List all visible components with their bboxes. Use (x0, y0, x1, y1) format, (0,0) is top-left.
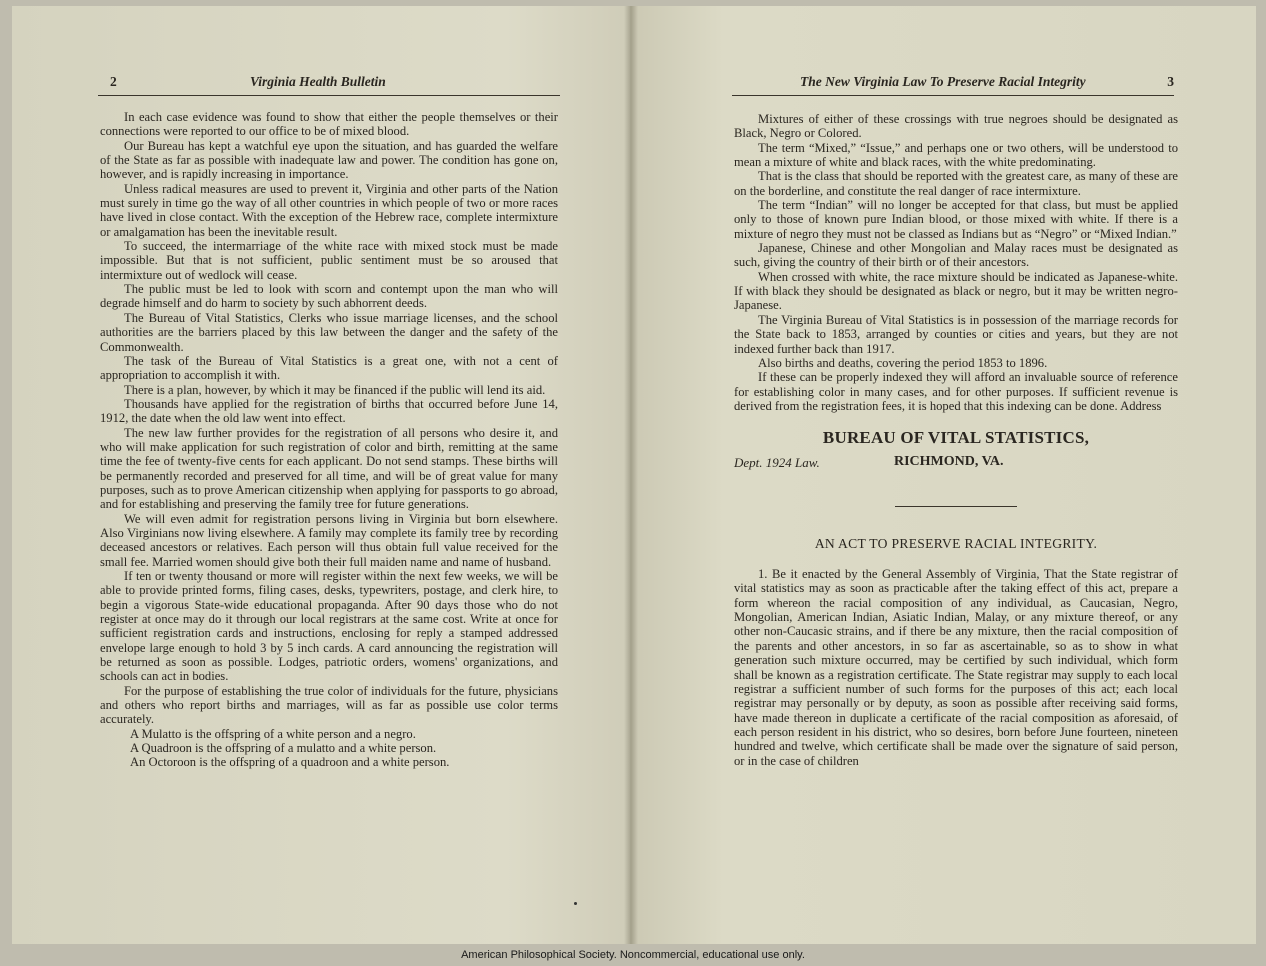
printer-dot (574, 902, 577, 905)
act-title: AN ACT TO PRESERVE RACIAL INTEGRITY. (814, 535, 1098, 551)
paragraph: Mixtures of either of these crossings with true negroes should be designated as Black, Negro or Colored. (734, 112, 1178, 141)
paragraph: For the purpose of establishing the true color of individuals for the future, physicians and others who report births and marriages, will as far as possible use color terms accurately. (100, 683, 558, 727)
running-title: Virginia Health Bulletin (250, 74, 386, 89)
left-page (12, 6, 630, 944)
running-head-right (732, 74, 1174, 96)
act-section-1: 1. Be it enacted by the General Assembly of Virginia, That the State registrar of vital statistics may as soon as practicable after the taking effect of this act, prepare a form whereon the racial composition of any individual, as Caucasian, Negro, Mongolian, American Indian, Asiatic Indian, Malay, or any mixture thereof, or any other non-Caucasic strains, and if there be any mixture, then the racial composition of the parents and other ancestors, in so far as ascertainable, so as to show in what generation such mixture occurred, may be certified by such individual, which form shall be known as a registration certificate. The State registrar may supply to each local registrar a sufficient number of such forms for the purposes of this act; each local registrar may personally or by deputy, as soon as possible after receiving said forms, have made thereon in duplicate a certificate of the racial composition as aforesaid, of each person resident in his district, who so desires, born before June fourteen, nineteen hundred and twelve, which certificate shall be made over the signature of said person, or in the case of children (734, 567, 1178, 768)
page-number: 2 (110, 74, 117, 89)
paragraph: The term “Mixed,” “Issue,” and perhaps one or two others, will be understood to mean a mixture of white and black races, with the white predominating. (734, 140, 1178, 170)
paragraph: If these can be properly indexed they will afford an invaluable source of reference for establishing color in many cases, and for other purposes. If sufficient revenue is derived from the registration fees, it is hoped that this indexing can be done. Address (734, 370, 1178, 413)
paragraph: Unless radical measures are used to prevent it, Virginia and other parts of the Nation must surely in time go the way of all other countries in which people of two or more races have lived in close contact. With the exception of the Hebrew race, complete intermixture or amalgamation has been the inevitable result. (100, 181, 558, 239)
document-spread (12, 6, 1256, 944)
paragraph: The Bureau of Vital Statistics, Clerks who issue marriage licenses, and the school authorities are the barriers placed by this law between the danger and the safety of the Commonwealth. (100, 310, 558, 354)
paragraph: Our Bureau has kept a watchful eye upon the situation, and has guarded the welfare of the State as far as possible with inadequate law and power. The condition has gone on, however, and is rapidly increasing in importance. (100, 138, 558, 182)
paragraph: The Virginia Bureau of Vital Statistics is in possession of the marriage records for the State back to 1853, arranged by counties or cities and years, but they are not indexed further back than 1917. (734, 312, 1178, 356)
paragraph: If ten or twenty thousand or more will register within the next few weeks, we will be able to provide printed forms, filing cases, desks, typewriters, postage, and clerk hire, to begin a vigorous State-wide educational propaganda. After 90 days those who do not register at once may do it through our local registrars at the same cost. Write at once for sufficient registration cards and instructions, enclosing for reply a stamped addressed envelope large enough to hold 3 by 5 inch cards. A card announcing the registration will be returned as soon as possible. Lodges, patriotic orders, womens' organizations, and schools can act in bodies. (100, 569, 558, 684)
paragraph: That is the class that should be reported with the greatest care, as many of these are on the borderline, and constitute the real danger of race intermixture. (734, 169, 1178, 198)
footer-credit: American Philosophical Society. Noncommercial, educational use only. (461, 949, 805, 961)
paragraph: Japanese, Chinese and other Mongolian and Malay races must be designated as such, giving the country of their birth or of their ancestors. (734, 241, 1178, 270)
city-label: RICHMOND, VA. (894, 453, 1004, 469)
divider-rule (895, 506, 1017, 507)
dept-note: Dept. 1924 Law. (734, 454, 820, 470)
right-page (630, 6, 1256, 944)
definition-line: An Octoroon is the offspring of a quadroon and a white person. (130, 755, 450, 770)
paragraph: Also births and deaths, covering the period 1853 to 1896. (758, 355, 1048, 370)
page-gutter (624, 6, 638, 944)
paragraph: To succeed, the intermarriage of the white race with mixed stock must be made impossible. But that is not sufficient, public sentiment must be so aroused that intermixture out of wedlock will cease. (100, 239, 558, 282)
paragraph: The new law further provides for the registration of all persons who desire it, and who will make application for such registration of color and birth, remitting at the same time the fee of twenty-five cents for each applicant. Do not send stamps. These births will be permanently recorded and preserved for all time, and will be of great value for many purposes, such as to prove American citizenship when applying for passports to go abroad, and for establishing and preserving the family tree for future generations. (100, 425, 558, 512)
page-number: 3 (1167, 74, 1174, 89)
definition-line: A Quadroon is the offspring of a mulatto and a white person. (130, 741, 437, 756)
running-head-left (98, 74, 560, 96)
paragraph: The term “Indian” will no longer be accepted for that class, but must be applied only to those of known pure Indian blood, or those mixed with white. If there is a mixture of negro they must not be classed as Indians but as “Negro” or “Mixed Indian.” (734, 198, 1178, 241)
left-text-column (100, 110, 558, 770)
paragraph: In each case evidence was found to show that either the people themselves or their connections were reported to our office to be of mixed blood. (100, 110, 558, 139)
paragraph: There is a plan, however, by which it may be financed if the public will lend its aid. (124, 382, 546, 397)
paragraph: The public must be led to look with scorn and contempt upon the man who will degrade himself and do harm to society by such abhorrent deeds. (100, 282, 558, 311)
running-title: The New Virginia Law To Preserve Racial Integrity (800, 74, 1086, 89)
definition-line: A Mulatto is the offspring of a white person and a negro. (130, 726, 416, 741)
paragraph: Thousands have applied for the registration of births that occurred before June 14, 1912, the date when the old law went into effect. (100, 396, 558, 426)
paragraph: We will even admit for registration persons living in Virginia but born elsewhere. Also Virginians now living elsewhere. A family may complete its family tree by recording deceased ancestors or relatives. Each person will thus obtain full value received for the small fee. Married women should give both their full maiden name and name of husband. (100, 511, 558, 569)
right-text-column (734, 112, 1178, 768)
address-line (734, 454, 1178, 476)
bureau-heading: BUREAU OF VITAL STATISTICS, (822, 428, 1090, 448)
paragraph: The task of the Bureau of Vital Statistics is a great one, with not a cent of appropriation to accomplish it with. (100, 353, 558, 383)
paragraph: When crossed with white, the race mixture should be indicated as Japanese-white. If with black they should be designated as black or negro, but it may be written negro-Japanese. (734, 269, 1178, 313)
